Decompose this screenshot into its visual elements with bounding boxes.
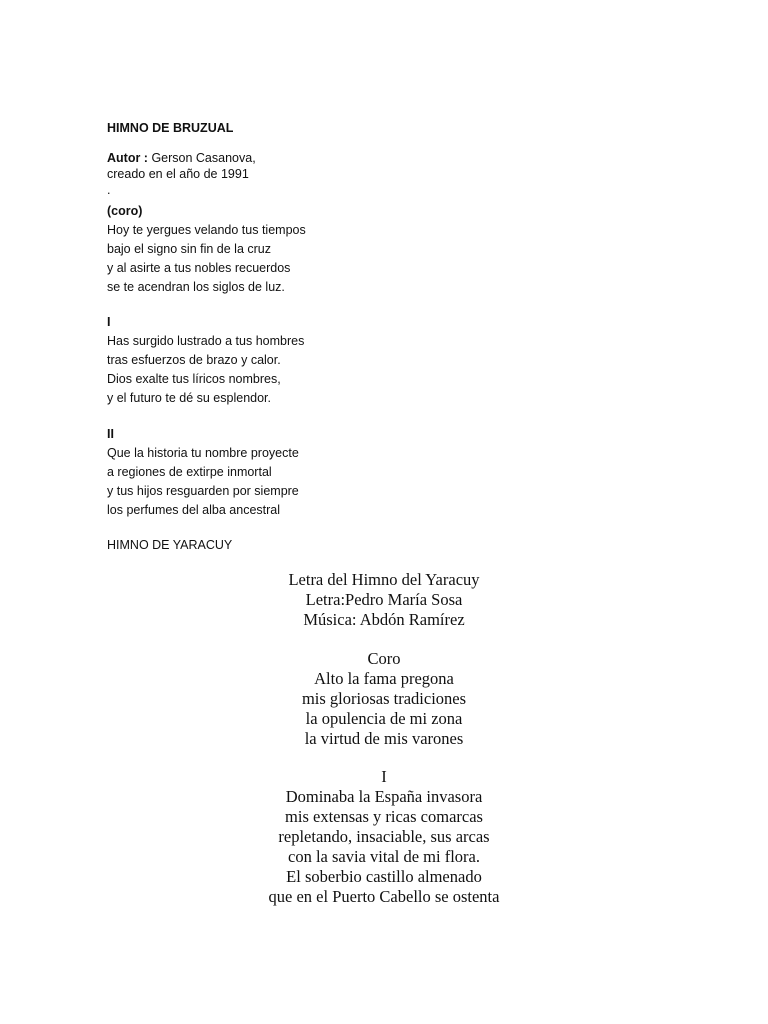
bruzual-stanza-ii <box>107 425 299 520</box>
author-name: Gerson Casanova, <box>147 151 256 165</box>
verse-line: Has surgido lustrado a tus hombres <box>107 334 305 348</box>
created-date: creado en el año de 1991 <box>107 167 249 181</box>
dot-separator: . <box>107 183 111 197</box>
verse-line: que en el Puerto Cabello se ostenta <box>268 887 500 906</box>
verse-line: repletando, insaciable, sus arcas <box>278 827 490 846</box>
coro-heading: (coro) <box>107 204 143 218</box>
verse-line: bajo el signo sin fin de la cruz <box>107 242 271 256</box>
credit-line: Letra del Himno del Yaracuy <box>288 570 480 589</box>
verse-line: con la savia vital de mi flora. <box>288 847 480 866</box>
yaracuy-credits <box>0 570 768 630</box>
credit-line: Letra:Pedro María Sosa <box>305 590 463 609</box>
verse-line: tras esfuerzos de brazo y calor. <box>107 353 281 367</box>
credit-line: Música: Abdón Ramírez <box>303 610 465 629</box>
bruzual-coro <box>107 202 306 297</box>
verse-line: los perfumes del alba ancestral <box>107 503 281 517</box>
yaracuy-coro <box>0 649 768 749</box>
verse-line: y al asirte a tus nobles recuerdos <box>107 261 291 275</box>
yaracuy-heading: HIMNO DE YARACUY <box>107 538 233 552</box>
verse-line: Dominaba la España invasora <box>285 787 483 806</box>
verse-line: mis gloriosas tradiciones <box>301 689 467 708</box>
stanza-heading: II <box>107 427 114 441</box>
verse-line: Que la historia tu nombre proyecte <box>107 446 299 460</box>
author-label: Autor : <box>107 151 148 165</box>
stanza-heading: I <box>107 315 111 329</box>
yaracuy-stanza-i <box>0 767 768 907</box>
verse-line: Alto la fama pregona <box>314 669 454 688</box>
verse-line: a regiones de extirpe inmortal <box>107 465 272 479</box>
verse-line: Hoy te yergues velando tus tiempos <box>107 223 306 237</box>
coro-heading: Coro <box>367 649 401 668</box>
verse-line: se te acendran los siglos de luz. <box>107 280 285 294</box>
verse-line: la opulencia de mi zona <box>305 709 463 728</box>
verse-line: El soberbio castillo almenado <box>286 867 482 886</box>
verse-line: Dios exalte tus líricos nombres, <box>107 372 281 386</box>
verse-line: la virtud de mis varones <box>304 729 464 748</box>
verse-line: y tus hijos resguarden por siempre <box>107 484 299 498</box>
bruzual-author-block <box>107 150 256 198</box>
bruzual-title: HIMNO DE BRUZUAL <box>107 121 234 135</box>
verse-line: mis extensas y ricas comarcas <box>285 807 483 826</box>
verse-line: y el futuro te dé su esplendor. <box>107 391 271 405</box>
stanza-heading: I <box>381 767 387 786</box>
bruzual-stanza-i <box>107 313 304 408</box>
